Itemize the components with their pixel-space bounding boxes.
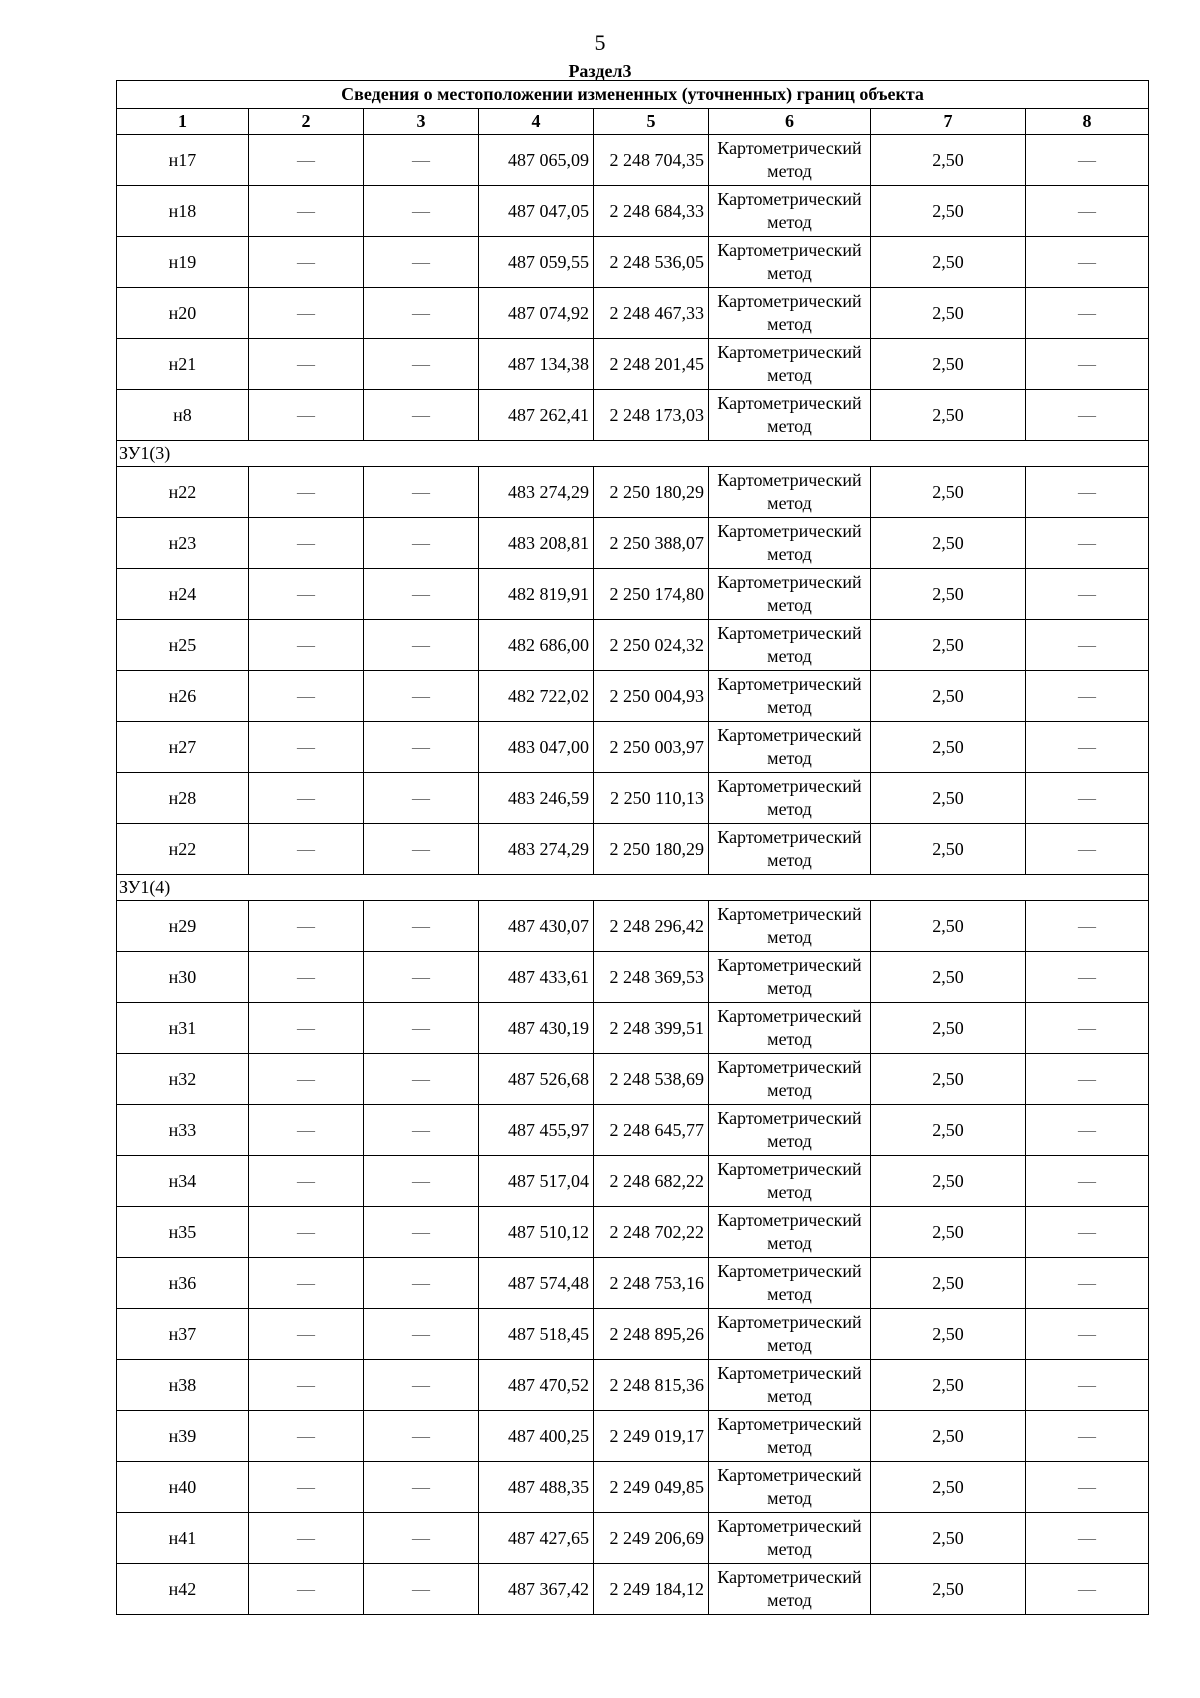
point-number-cell: н22 (117, 467, 249, 518)
table-row (117, 1564, 1149, 1615)
column-3-cell: — (364, 288, 479, 339)
column-2-cell: — (249, 518, 364, 569)
table-row (117, 722, 1149, 773)
accuracy-cell: 2,50 (871, 390, 1026, 441)
table-row (117, 135, 1149, 186)
y-coordinate-cell: 2 250 024,32 (594, 620, 709, 671)
column-3-cell: — (364, 901, 479, 952)
accuracy-cell: 2,50 (871, 569, 1026, 620)
column-3-cell: — (364, 1411, 479, 1462)
column-3-cell: — (364, 467, 479, 518)
y-coordinate-cell: 2 248 684,33 (594, 186, 709, 237)
x-coordinate-cell: 487 433,61 (479, 952, 594, 1003)
column-8-cell: — (1026, 1003, 1149, 1054)
point-number-cell: н39 (117, 1411, 249, 1462)
column-number: 1 (117, 109, 249, 135)
column-number-row (117, 109, 1149, 135)
method-cell: Картометрический метод (709, 1462, 871, 1513)
y-coordinate-cell: 2 249 049,85 (594, 1462, 709, 1513)
column-2-cell: — (249, 1360, 364, 1411)
column-3-cell: — (364, 1054, 479, 1105)
column-3-cell: — (364, 135, 479, 186)
method-cell: Картометрический метод (709, 288, 871, 339)
accuracy-cell: 2,50 (871, 952, 1026, 1003)
column-8-cell: — (1026, 1156, 1149, 1207)
y-coordinate-cell: 2 248 753,16 (594, 1258, 709, 1309)
column-2-cell: — (249, 1003, 364, 1054)
column-2-cell: — (249, 722, 364, 773)
accuracy-cell: 2,50 (871, 1258, 1026, 1309)
column-2-cell: — (249, 620, 364, 671)
y-coordinate-cell: 2 249 206,69 (594, 1513, 709, 1564)
x-coordinate-cell: 482 819,91 (479, 569, 594, 620)
table-row (117, 1309, 1149, 1360)
x-coordinate-cell: 487 400,25 (479, 1411, 594, 1462)
parcel-group-label: ЗУ1(4) (117, 875, 1149, 901)
method-cell: Картометрический метод (709, 824, 871, 875)
y-coordinate-cell: 2 249 184,12 (594, 1564, 709, 1615)
method-cell: Картометрический метод (709, 1156, 871, 1207)
column-8-cell: — (1026, 773, 1149, 824)
point-number-cell: н23 (117, 518, 249, 569)
x-coordinate-cell: 487 430,07 (479, 901, 594, 952)
y-coordinate-cell: 2 248 467,33 (594, 288, 709, 339)
parcel-group-row (117, 441, 1149, 467)
accuracy-cell: 2,50 (871, 1564, 1026, 1615)
accuracy-cell: 2,50 (871, 288, 1026, 339)
y-coordinate-cell: 2 248 536,05 (594, 237, 709, 288)
column-3-cell: — (364, 569, 479, 620)
column-8-cell: — (1026, 135, 1149, 186)
method-cell: Картометрический метод (709, 1258, 871, 1309)
x-coordinate-cell: 487 059,55 (479, 237, 594, 288)
column-8-cell: — (1026, 1462, 1149, 1513)
column-3-cell: — (364, 671, 479, 722)
accuracy-cell: 2,50 (871, 824, 1026, 875)
y-coordinate-cell: 2 249 019,17 (594, 1411, 709, 1462)
method-cell: Картометрический метод (709, 1105, 871, 1156)
y-coordinate-cell: 2 248 399,51 (594, 1003, 709, 1054)
method-cell: Картометрический метод (709, 569, 871, 620)
accuracy-cell: 2,50 (871, 1105, 1026, 1156)
accuracy-cell: 2,50 (871, 135, 1026, 186)
column-number: 4 (479, 109, 594, 135)
column-3-cell: — (364, 1003, 479, 1054)
column-2-cell: — (249, 773, 364, 824)
table-row (117, 390, 1149, 441)
column-number: 2 (249, 109, 364, 135)
x-coordinate-cell: 483 208,81 (479, 518, 594, 569)
column-8-cell: — (1026, 1564, 1149, 1615)
column-8-cell: — (1026, 237, 1149, 288)
column-3-cell: — (364, 1360, 479, 1411)
y-coordinate-cell: 2 248 702,22 (594, 1207, 709, 1258)
table-body (117, 135, 1149, 1615)
column-8-cell: — (1026, 1207, 1149, 1258)
table-row (117, 1054, 1149, 1105)
column-8-cell: — (1026, 1054, 1149, 1105)
x-coordinate-cell: 487 510,12 (479, 1207, 594, 1258)
x-coordinate-cell: 487 367,42 (479, 1564, 594, 1615)
column-number: 5 (594, 109, 709, 135)
accuracy-cell: 2,50 (871, 518, 1026, 569)
point-number-cell: н25 (117, 620, 249, 671)
accuracy-cell: 2,50 (871, 339, 1026, 390)
column-8-cell: — (1026, 620, 1149, 671)
column-2-cell: — (249, 1054, 364, 1105)
column-number: 8 (1026, 109, 1149, 135)
accuracy-cell: 2,50 (871, 1513, 1026, 1564)
column-2-cell: — (249, 952, 364, 1003)
column-2-cell: — (249, 824, 364, 875)
x-coordinate-cell: 487 455,97 (479, 1105, 594, 1156)
point-number-cell: н27 (117, 722, 249, 773)
column-3-cell: — (364, 1207, 479, 1258)
method-cell: Картометрический метод (709, 773, 871, 824)
method-cell: Картометрический метод (709, 1564, 871, 1615)
table-row (117, 186, 1149, 237)
column-2-cell: — (249, 390, 364, 441)
method-cell: Картометрический метод (709, 1309, 871, 1360)
point-number-cell: н31 (117, 1003, 249, 1054)
method-cell: Картометрический метод (709, 952, 871, 1003)
column-8-cell: — (1026, 824, 1149, 875)
accuracy-cell: 2,50 (871, 1207, 1026, 1258)
table-row (117, 901, 1149, 952)
method-cell: Картометрический метод (709, 1411, 871, 1462)
method-cell: Картометрический метод (709, 1207, 871, 1258)
accuracy-cell: 2,50 (871, 773, 1026, 824)
y-coordinate-cell: 2 248 296,42 (594, 901, 709, 952)
x-coordinate-cell: 483 274,29 (479, 824, 594, 875)
method-cell: Картометрический метод (709, 1513, 871, 1564)
y-coordinate-cell: 2 250 004,93 (594, 671, 709, 722)
y-coordinate-cell: 2 248 645,77 (594, 1105, 709, 1156)
y-coordinate-cell: 2 250 180,29 (594, 824, 709, 875)
table-row (117, 620, 1149, 671)
point-number-cell: н28 (117, 773, 249, 824)
point-number-cell: н40 (117, 1462, 249, 1513)
point-number-cell: н41 (117, 1513, 249, 1564)
column-2-cell: — (249, 1309, 364, 1360)
point-number-cell: н38 (117, 1360, 249, 1411)
method-cell: Картометрический метод (709, 467, 871, 518)
method-cell: Картометрический метод (709, 186, 871, 237)
column-8-cell: — (1026, 569, 1149, 620)
accuracy-cell: 2,50 (871, 722, 1026, 773)
accuracy-cell: 2,50 (871, 1054, 1026, 1105)
y-coordinate-cell: 2 248 201,45 (594, 339, 709, 390)
table-row (117, 1105, 1149, 1156)
x-coordinate-cell: 487 430,19 (479, 1003, 594, 1054)
y-coordinate-cell: 2 250 003,97 (594, 722, 709, 773)
coordinates-table (116, 80, 1149, 1615)
method-cell: Картометрический метод (709, 1360, 871, 1411)
column-8-cell: — (1026, 1258, 1149, 1309)
y-coordinate-cell: 2 248 815,36 (594, 1360, 709, 1411)
column-3-cell: — (364, 1309, 479, 1360)
table-row (117, 1462, 1149, 1513)
y-coordinate-cell: 2 248 538,69 (594, 1054, 709, 1105)
y-coordinate-cell: 2 248 704,35 (594, 135, 709, 186)
x-coordinate-cell: 487 074,92 (479, 288, 594, 339)
accuracy-cell: 2,50 (871, 1462, 1026, 1513)
column-number: 3 (364, 109, 479, 135)
table-row (117, 671, 1149, 722)
column-8-cell: — (1026, 339, 1149, 390)
column-3-cell: — (364, 237, 479, 288)
column-2-cell: — (249, 1105, 364, 1156)
y-coordinate-cell: 2 248 895,26 (594, 1309, 709, 1360)
column-number: 7 (871, 109, 1026, 135)
method-cell: Картометрический метод (709, 722, 871, 773)
column-3-cell: — (364, 1156, 479, 1207)
column-2-cell: — (249, 671, 364, 722)
column-8-cell: — (1026, 186, 1149, 237)
column-8-cell: — (1026, 518, 1149, 569)
column-8-cell: — (1026, 1360, 1149, 1411)
accuracy-cell: 2,50 (871, 1156, 1026, 1207)
column-3-cell: — (364, 1564, 479, 1615)
table-row (117, 1411, 1149, 1462)
x-coordinate-cell: 487 518,45 (479, 1309, 594, 1360)
accuracy-cell: 2,50 (871, 237, 1026, 288)
point-number-cell: н26 (117, 671, 249, 722)
y-coordinate-cell: 2 250 110,13 (594, 773, 709, 824)
point-number-cell: н35 (117, 1207, 249, 1258)
method-cell: Картометрический метод (709, 390, 871, 441)
accuracy-cell: 2,50 (871, 1411, 1026, 1462)
point-number-cell: н36 (117, 1258, 249, 1309)
point-number-cell: н34 (117, 1156, 249, 1207)
point-number-cell: н37 (117, 1309, 249, 1360)
column-8-cell: — (1026, 671, 1149, 722)
table-row (117, 339, 1149, 390)
column-8-cell: — (1026, 288, 1149, 339)
table-row (117, 1513, 1149, 1564)
x-coordinate-cell: 487 526,68 (479, 1054, 594, 1105)
x-coordinate-cell: 487 427,65 (479, 1513, 594, 1564)
table-row (117, 824, 1149, 875)
y-coordinate-cell: 2 248 682,22 (594, 1156, 709, 1207)
accuracy-cell: 2,50 (871, 467, 1026, 518)
accuracy-cell: 2,50 (871, 1309, 1026, 1360)
x-coordinate-cell: 487 065,09 (479, 135, 594, 186)
table-row (117, 1258, 1149, 1309)
column-8-cell: — (1026, 1513, 1149, 1564)
column-2-cell: — (249, 1207, 364, 1258)
column-number: 6 (709, 109, 871, 135)
column-2-cell: — (249, 186, 364, 237)
table-row (117, 1207, 1149, 1258)
method-cell: Картометрический метод (709, 518, 871, 569)
column-2-cell: — (249, 901, 364, 952)
point-number-cell: н22 (117, 824, 249, 875)
table-row (117, 1360, 1149, 1411)
point-number-cell: н32 (117, 1054, 249, 1105)
column-8-cell: — (1026, 1411, 1149, 1462)
point-number-cell: н42 (117, 1564, 249, 1615)
accuracy-cell: 2,50 (871, 1003, 1026, 1054)
column-3-cell: — (364, 186, 479, 237)
column-2-cell: — (249, 135, 364, 186)
table-row (117, 569, 1149, 620)
table-row (117, 773, 1149, 824)
column-2-cell: — (249, 1411, 364, 1462)
point-number-cell: н8 (117, 390, 249, 441)
method-cell: Картометрический метод (709, 671, 871, 722)
column-3-cell: — (364, 390, 479, 441)
x-coordinate-cell: 483 047,00 (479, 722, 594, 773)
x-coordinate-cell: 487 574,48 (479, 1258, 594, 1309)
column-2-cell: — (249, 467, 364, 518)
accuracy-cell: 2,50 (871, 901, 1026, 952)
point-number-cell: н19 (117, 237, 249, 288)
y-coordinate-cell: 2 250 174,80 (594, 569, 709, 620)
point-number-cell: н20 (117, 288, 249, 339)
x-coordinate-cell: 482 722,02 (479, 671, 594, 722)
y-coordinate-cell: 2 250 180,29 (594, 467, 709, 518)
column-8-cell: — (1026, 952, 1149, 1003)
table-row (117, 1156, 1149, 1207)
table-row (117, 288, 1149, 339)
parcel-group-row (117, 875, 1149, 901)
column-3-cell: — (364, 518, 479, 569)
column-2-cell: — (249, 569, 364, 620)
point-number-cell: н29 (117, 901, 249, 952)
method-cell: Картометрический метод (709, 901, 871, 952)
y-coordinate-cell: 2 250 388,07 (594, 518, 709, 569)
column-8-cell: — (1026, 722, 1149, 773)
column-3-cell: — (364, 824, 479, 875)
column-3-cell: — (364, 1513, 479, 1564)
column-2-cell: — (249, 1258, 364, 1309)
method-cell: Картометрический метод (709, 1054, 871, 1105)
column-3-cell: — (364, 722, 479, 773)
x-coordinate-cell: 487 134,38 (479, 339, 594, 390)
column-2-cell: — (249, 339, 364, 390)
table-row (117, 237, 1149, 288)
method-cell: Картометрический метод (709, 135, 871, 186)
column-2-cell: — (249, 1156, 364, 1207)
point-number-cell: н18 (117, 186, 249, 237)
method-cell: Картометрический метод (709, 620, 871, 671)
column-3-cell: — (364, 620, 479, 671)
table-row (117, 952, 1149, 1003)
y-coordinate-cell: 2 248 173,03 (594, 390, 709, 441)
column-3-cell: — (364, 1105, 479, 1156)
accuracy-cell: 2,50 (871, 620, 1026, 671)
x-coordinate-cell: 487 262,41 (479, 390, 594, 441)
column-2-cell: — (249, 237, 364, 288)
method-cell: Картометрический метод (709, 1003, 871, 1054)
x-coordinate-cell: 487 517,04 (479, 1156, 594, 1207)
column-3-cell: — (364, 952, 479, 1003)
point-number-cell: н21 (117, 339, 249, 390)
accuracy-cell: 2,50 (871, 671, 1026, 722)
column-3-cell: — (364, 1462, 479, 1513)
column-3-cell: — (364, 1258, 479, 1309)
method-cell: Картометрический метод (709, 237, 871, 288)
column-8-cell: — (1026, 467, 1149, 518)
column-8-cell: — (1026, 1105, 1149, 1156)
column-2-cell: — (249, 1564, 364, 1615)
column-3-cell: — (364, 773, 479, 824)
y-coordinate-cell: 2 248 369,53 (594, 952, 709, 1003)
column-2-cell: — (249, 1513, 364, 1564)
point-number-cell: н30 (117, 952, 249, 1003)
table-row (117, 1003, 1149, 1054)
x-coordinate-cell: 483 274,29 (479, 467, 594, 518)
x-coordinate-cell: 483 246,59 (479, 773, 594, 824)
column-8-cell: — (1026, 390, 1149, 441)
column-8-cell: — (1026, 1309, 1149, 1360)
section-title: Раздел3 (568, 61, 632, 81)
column-3-cell: — (364, 339, 479, 390)
x-coordinate-cell: 487 047,05 (479, 186, 594, 237)
page-number: 5 (594, 30, 606, 55)
column-8-cell: — (1026, 901, 1149, 952)
table-row (117, 467, 1149, 518)
method-cell: Картометрический метод (709, 339, 871, 390)
x-coordinate-cell: 487 470,52 (479, 1360, 594, 1411)
point-number-cell: н24 (117, 569, 249, 620)
x-coordinate-cell: 487 488,35 (479, 1462, 594, 1513)
column-2-cell: — (249, 288, 364, 339)
column-2-cell: — (249, 1462, 364, 1513)
table-caption: Сведения о местоположении измененных (уточненных) границ объекта (117, 81, 1149, 109)
accuracy-cell: 2,50 (871, 186, 1026, 237)
accuracy-cell: 2,50 (871, 1360, 1026, 1411)
point-number-cell: н17 (117, 135, 249, 186)
x-coordinate-cell: 482 686,00 (479, 620, 594, 671)
table-row (117, 518, 1149, 569)
point-number-cell: н33 (117, 1105, 249, 1156)
parcel-group-label: ЗУ1(3) (117, 441, 1149, 467)
